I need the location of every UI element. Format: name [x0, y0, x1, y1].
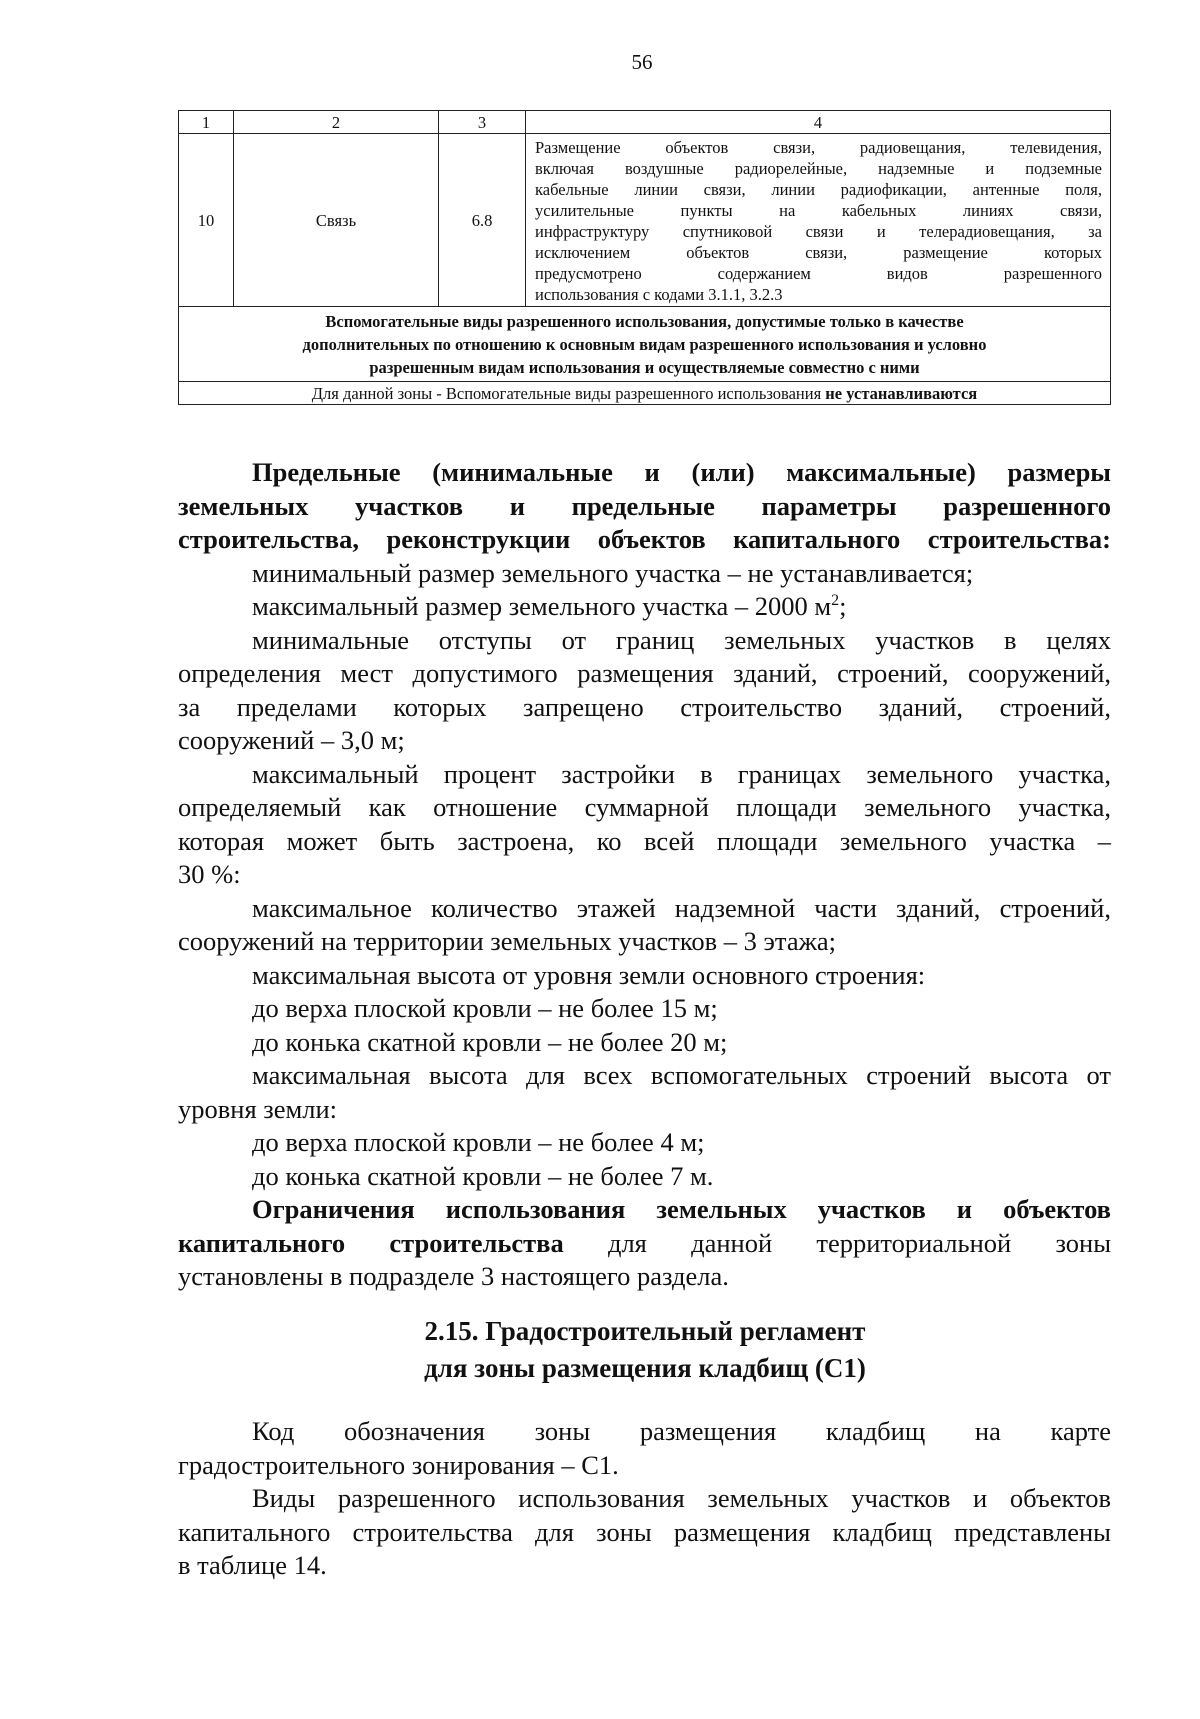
limits-heading-line: строительства, реконструкции объектов капитального строительства:	[178, 524, 1111, 554]
auxiliary-line: дополнительных по отношению к основным видам разрешенного использования и условно	[302, 335, 987, 354]
zone-note-row	[179, 382, 1111, 405]
zone-note-prefix: Для данной зоны - Вспомогательные виды разрешенного использования	[311, 383, 826, 403]
restrictions-line: установлены в подразделе 3 настоящего раздела.	[178, 1261, 729, 1291]
auxiliary-line: разрешенным видам использования и осуществляемые совместно с ними	[369, 358, 920, 377]
page-number: 56	[631, 50, 653, 74]
limit-line: максимальная высота от уровня земли основного строения:	[252, 959, 926, 990]
table-header-cell: 1	[179, 111, 234, 134]
limits-heading-line: земельных участков и предельные параметры разрешенного	[178, 490, 1111, 521]
limit-line	[178, 590, 1111, 624]
auxiliary-uses-heading	[179, 307, 1111, 382]
area-unit-superscript: 2	[831, 592, 840, 610]
limits-heading-line: Предельные (минимальные и (или) максимальные) размеры	[252, 457, 1111, 487]
use-type-name: Связь	[234, 134, 439, 307]
limit-line: максимальный процент застройки в границах земельного участка,	[252, 758, 1111, 789]
limit-line: которая может быть застроена, ко всей площади земельного участка –	[178, 825, 1111, 856]
section-title-line: для зоны размещения кладбищ (С1)	[424, 1353, 866, 1383]
max-area-suffix: ;	[839, 591, 847, 621]
paragraph-line: в таблице 14.	[178, 1550, 327, 1580]
limit-line: определения мест допустимого размещения зданий, строений, сооружений,	[178, 658, 1111, 688]
description-line: Размещение объектов связи, радиовещания, телевидения,	[535, 138, 1102, 157]
restrictions-line	[178, 1227, 1111, 1261]
limit-line: до верха плоской кровли – не более 15 м;	[252, 993, 718, 1023]
limit-line: сооружений – 3,0 м;	[178, 725, 405, 755]
zone-note-bold: не устанавливаются	[825, 383, 978, 403]
paragraph-line: капитального строительства для зоны размещения кладбищ представлены	[178, 1516, 1111, 1547]
use-type-description	[526, 134, 1111, 307]
paragraph-line: Виды разрешенного использования земельных участков и объектов	[252, 1483, 1111, 1513]
max-area-text: максимальный размер земельного участка – 2000 м	[252, 591, 832, 621]
description-line: инфраструктуру спутниковой связи и телерадиовещания, за	[535, 222, 1102, 241]
limit-line: максимальное количество этажей надземной части зданий, строений,	[252, 892, 1111, 923]
limit-line: за пределами которых запрещено строительство зданий, строений,	[178, 691, 1111, 722]
limit-line: минимальный размер земельного участка – не устанавливается;	[252, 557, 974, 588]
description-line: исключением объектов связи, размещение которых	[535, 243, 1102, 262]
paragraph-line: градостроительного зонирования – С1.	[178, 1449, 619, 1480]
limit-line: сооружений на территории земельных участков – 3 этажа;	[178, 926, 837, 956]
use-type-code: 6.8	[439, 134, 526, 307]
table-row	[179, 134, 1111, 307]
description-line: включая воздушные радиорелейные, надземные и подземные	[535, 159, 1102, 178]
table-header-cell: 2	[234, 111, 439, 134]
table-header-cell: 3	[439, 111, 526, 134]
section-title	[0, 1313, 1200, 1387]
limit-line: уровня земли:	[178, 1093, 338, 1124]
limit-line: до конька скатной кровли – не более 20 м;	[252, 1026, 728, 1057]
allowed-use-table	[178, 110, 1111, 405]
restrictions-line: Ограничения использования земельных участков и объектов	[252, 1194, 1111, 1224]
limit-line: до верха плоской кровли – не более 4 м;	[252, 1127, 705, 1157]
description-line: предусмотрено содержанием видов разрешенного	[535, 264, 1102, 283]
limit-line: определяемый как отношение суммарной площади земельного участка,	[178, 792, 1111, 822]
description-line: использования с кодами 3.1.1, 3.2.3	[535, 285, 783, 304]
row-number: 10	[179, 134, 234, 307]
limit-line: минимальные отступы от границ земельных участков в целях	[252, 624, 1111, 655]
auxiliary-line: Вспомогательные виды разрешенного использования, допустимые только в качестве	[325, 312, 964, 331]
limit-line: до конька скатной кровли – не более 7 м.	[252, 1160, 714, 1191]
zone-note	[179, 382, 1111, 405]
limit-line: 30 %:	[178, 859, 241, 889]
description-line: кабельные линии связи, линии радиофикации, антенные поля,	[535, 180, 1102, 199]
table-header-cell: 4	[526, 111, 1111, 134]
section-title-line: 2.15. Градостроительный регламент	[424, 1316, 866, 1346]
table-header-row	[179, 111, 1111, 134]
paragraph-line: Код обозначения зоны размещения кладбищ на карте	[252, 1416, 1111, 1446]
auxiliary-uses-row	[179, 307, 1111, 382]
restrictions-bold-part: капитального строительства	[178, 1227, 564, 1258]
section-body	[178, 1415, 1111, 1583]
limit-line: максимальная высота для всех вспомогательных строений высота от	[252, 1060, 1111, 1090]
restrictions-rest: для данной территориальной зоны	[563, 1227, 1112, 1258]
description-line: усилительные пункты на кабельных линиях связи,	[535, 201, 1102, 220]
limits-section	[178, 456, 1111, 1294]
